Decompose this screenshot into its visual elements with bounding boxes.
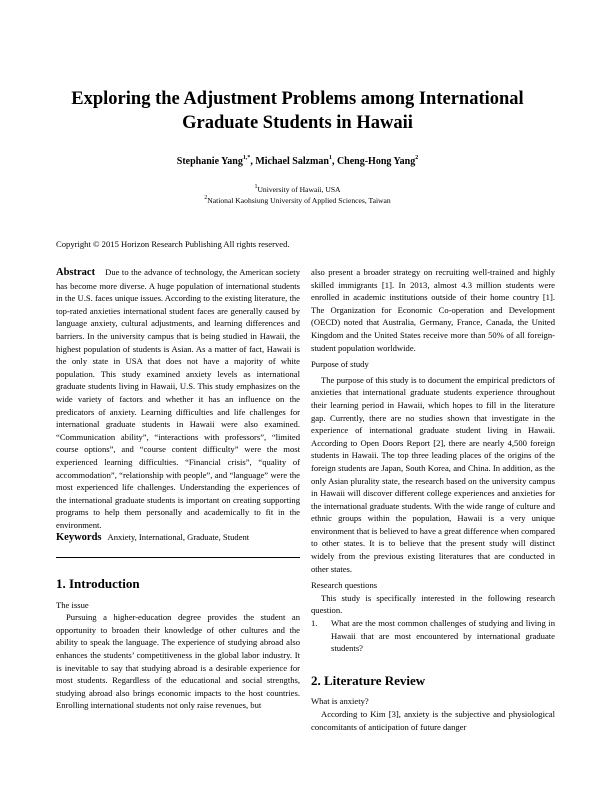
body-paragraph: also present a broader strategy on recruiting well-trained and highly skilled immigrants [1]. In 2013, almost 4.3 million students were enrolled in academic institutions outside of their home country [1]. The Organization for Economic Co-operation and Development (OECD) noted that Australia, Germany, France, Canada, the United Kingdom and the United States receive more than 50% of all foreign-student population worldwide. xyxy=(311,267,555,353)
paper-title: Exploring the Adjustment Problems among International Graduate Students in Hawaii xyxy=(71,89,524,133)
subsection-heading: What is anxiety? xyxy=(311,696,369,707)
abstract-label: Abstract xyxy=(56,267,96,278)
body-paragraph: The purpose of this study is to document the empirical predictors of anxieties that international graduate students experience throughout their learning period in Hawaii, which hopes to fill in the literature gap. Currently, there are no studies shown that investigate in the experience of international graduate student living in Hawaii. According to Open Doors Report [2], there are nearly 4,500 foreign students in Hawaii. The top three leading places of the origins of the foreign students are Japan, South Korea, and China. In addition, as the only Asian plurality state, the research based on the university campus in Hawaii will discover different college experiences and anxieties for the international graduate students. With the wide range of culture and ethnic groups within the population, Hawaii is a very unique environment that is believed to have a great difference when compared to other states. It is to believe that the present study will distinct widely from the previous existing literatures that are conducted in other states. xyxy=(311,374,555,574)
abstract-text: Due to the advance of technology, the American society has become more diverse. A huge population of international students in the U.S. faces unique issues. According to the existing literature, the top-rated anxieties international student faces are generally caused by language anxiety, cultural adjustments, and learning differences and barriers. In the university campus that is being studied in Hawaii, the highest population of students is Asian. As a matter of fact, Hawaii is the only state in USA that does not have a majority of white population. This study examined anxiety levels as international graduate students living in Hawaii, U.S. This study emphasizes on the wide variety of factors and whether it has an influence on the predicators of anxiety. Learning difficulties and life challenges for international graduate students in Hawaii were also examined. “Communication ability”, “interactions with professors”, “limited course options”, and “course content difficulty” were the most experienced learning difficulties. “Financial crisis”, “quality of accommodation”, “relationship with people”, and “language” were the most experienced life challenges. Understanding the experiences of the international graduate students is important on creating supporting programs to help them personally and academically to fit in the environment. xyxy=(56,267,300,530)
subsection-heading: Purpose of study xyxy=(311,359,369,370)
affiliation-text: National Kaohsiung University of Applied Sciences, Taiwan xyxy=(207,196,391,205)
keywords-label: Keywords xyxy=(56,532,102,544)
affiliation-superscript: 1 xyxy=(254,184,258,190)
author-superscript: 1 xyxy=(328,155,332,161)
section-divider xyxy=(56,557,300,558)
numbered-list-item xyxy=(311,617,555,655)
body-paragraph: This study is specifically interested in the following research question. xyxy=(311,592,555,616)
abstract xyxy=(56,266,300,531)
body-paragraph: Pursuing a higher-education degree provides the student an opportunity to broaden their knowledge of other cultures and the ability to speak the language. The experience of studying abroad also enhances the students’ competitiveness in the global labor industry. It is inevitable to say that studying abroad is a desirable experience for most students. Regardless of the educational and social strengths, studying abroad also brings economic impacts to the host countries. Enrolling international students not only raise revenues, but xyxy=(56,612,300,711)
author-superscript: 2 xyxy=(415,155,419,161)
keywords-text: Anxiety, International, Graduate, Student xyxy=(107,532,250,543)
affiliation xyxy=(40,196,555,205)
subsection-heading: Research questions xyxy=(311,580,378,591)
affiliation xyxy=(40,185,555,194)
section-heading-literature-review: 2. Literature Review xyxy=(311,672,426,688)
subsection-heading: The issue xyxy=(56,599,89,610)
affiliation-superscript: 2 xyxy=(204,195,208,201)
keywords xyxy=(56,531,300,545)
body-paragraph: According to Kim [3], anxiety is the subjective and physiological concomitants of anticipation of future danger xyxy=(311,709,555,732)
section-heading-introduction: 1. Introduction xyxy=(56,576,140,592)
author-name: Cheng-Hong Yang xyxy=(336,156,416,167)
right-column xyxy=(311,266,555,733)
list-number: 1. xyxy=(311,618,318,629)
author-name: Stephanie Yang xyxy=(176,156,243,167)
left-column xyxy=(56,266,300,712)
author-name: Michael Salzman xyxy=(255,156,329,167)
author-superscript: 1,* xyxy=(242,155,251,161)
list-item-text: What are the most common challenges of studying and living in Hawaii that are most encountered by international graduate students? xyxy=(331,618,555,654)
copyright-notice: Copyright © 2015 Horizon Research Publishing All rights reserved. xyxy=(56,239,290,249)
affiliation-text: University of Hawaii, USA xyxy=(257,185,341,194)
author-list: Stephanie Yang$^{1,*}$, Michael Salzman$^1$, Cheng-Hong Yang$^2$ xyxy=(176,155,419,167)
